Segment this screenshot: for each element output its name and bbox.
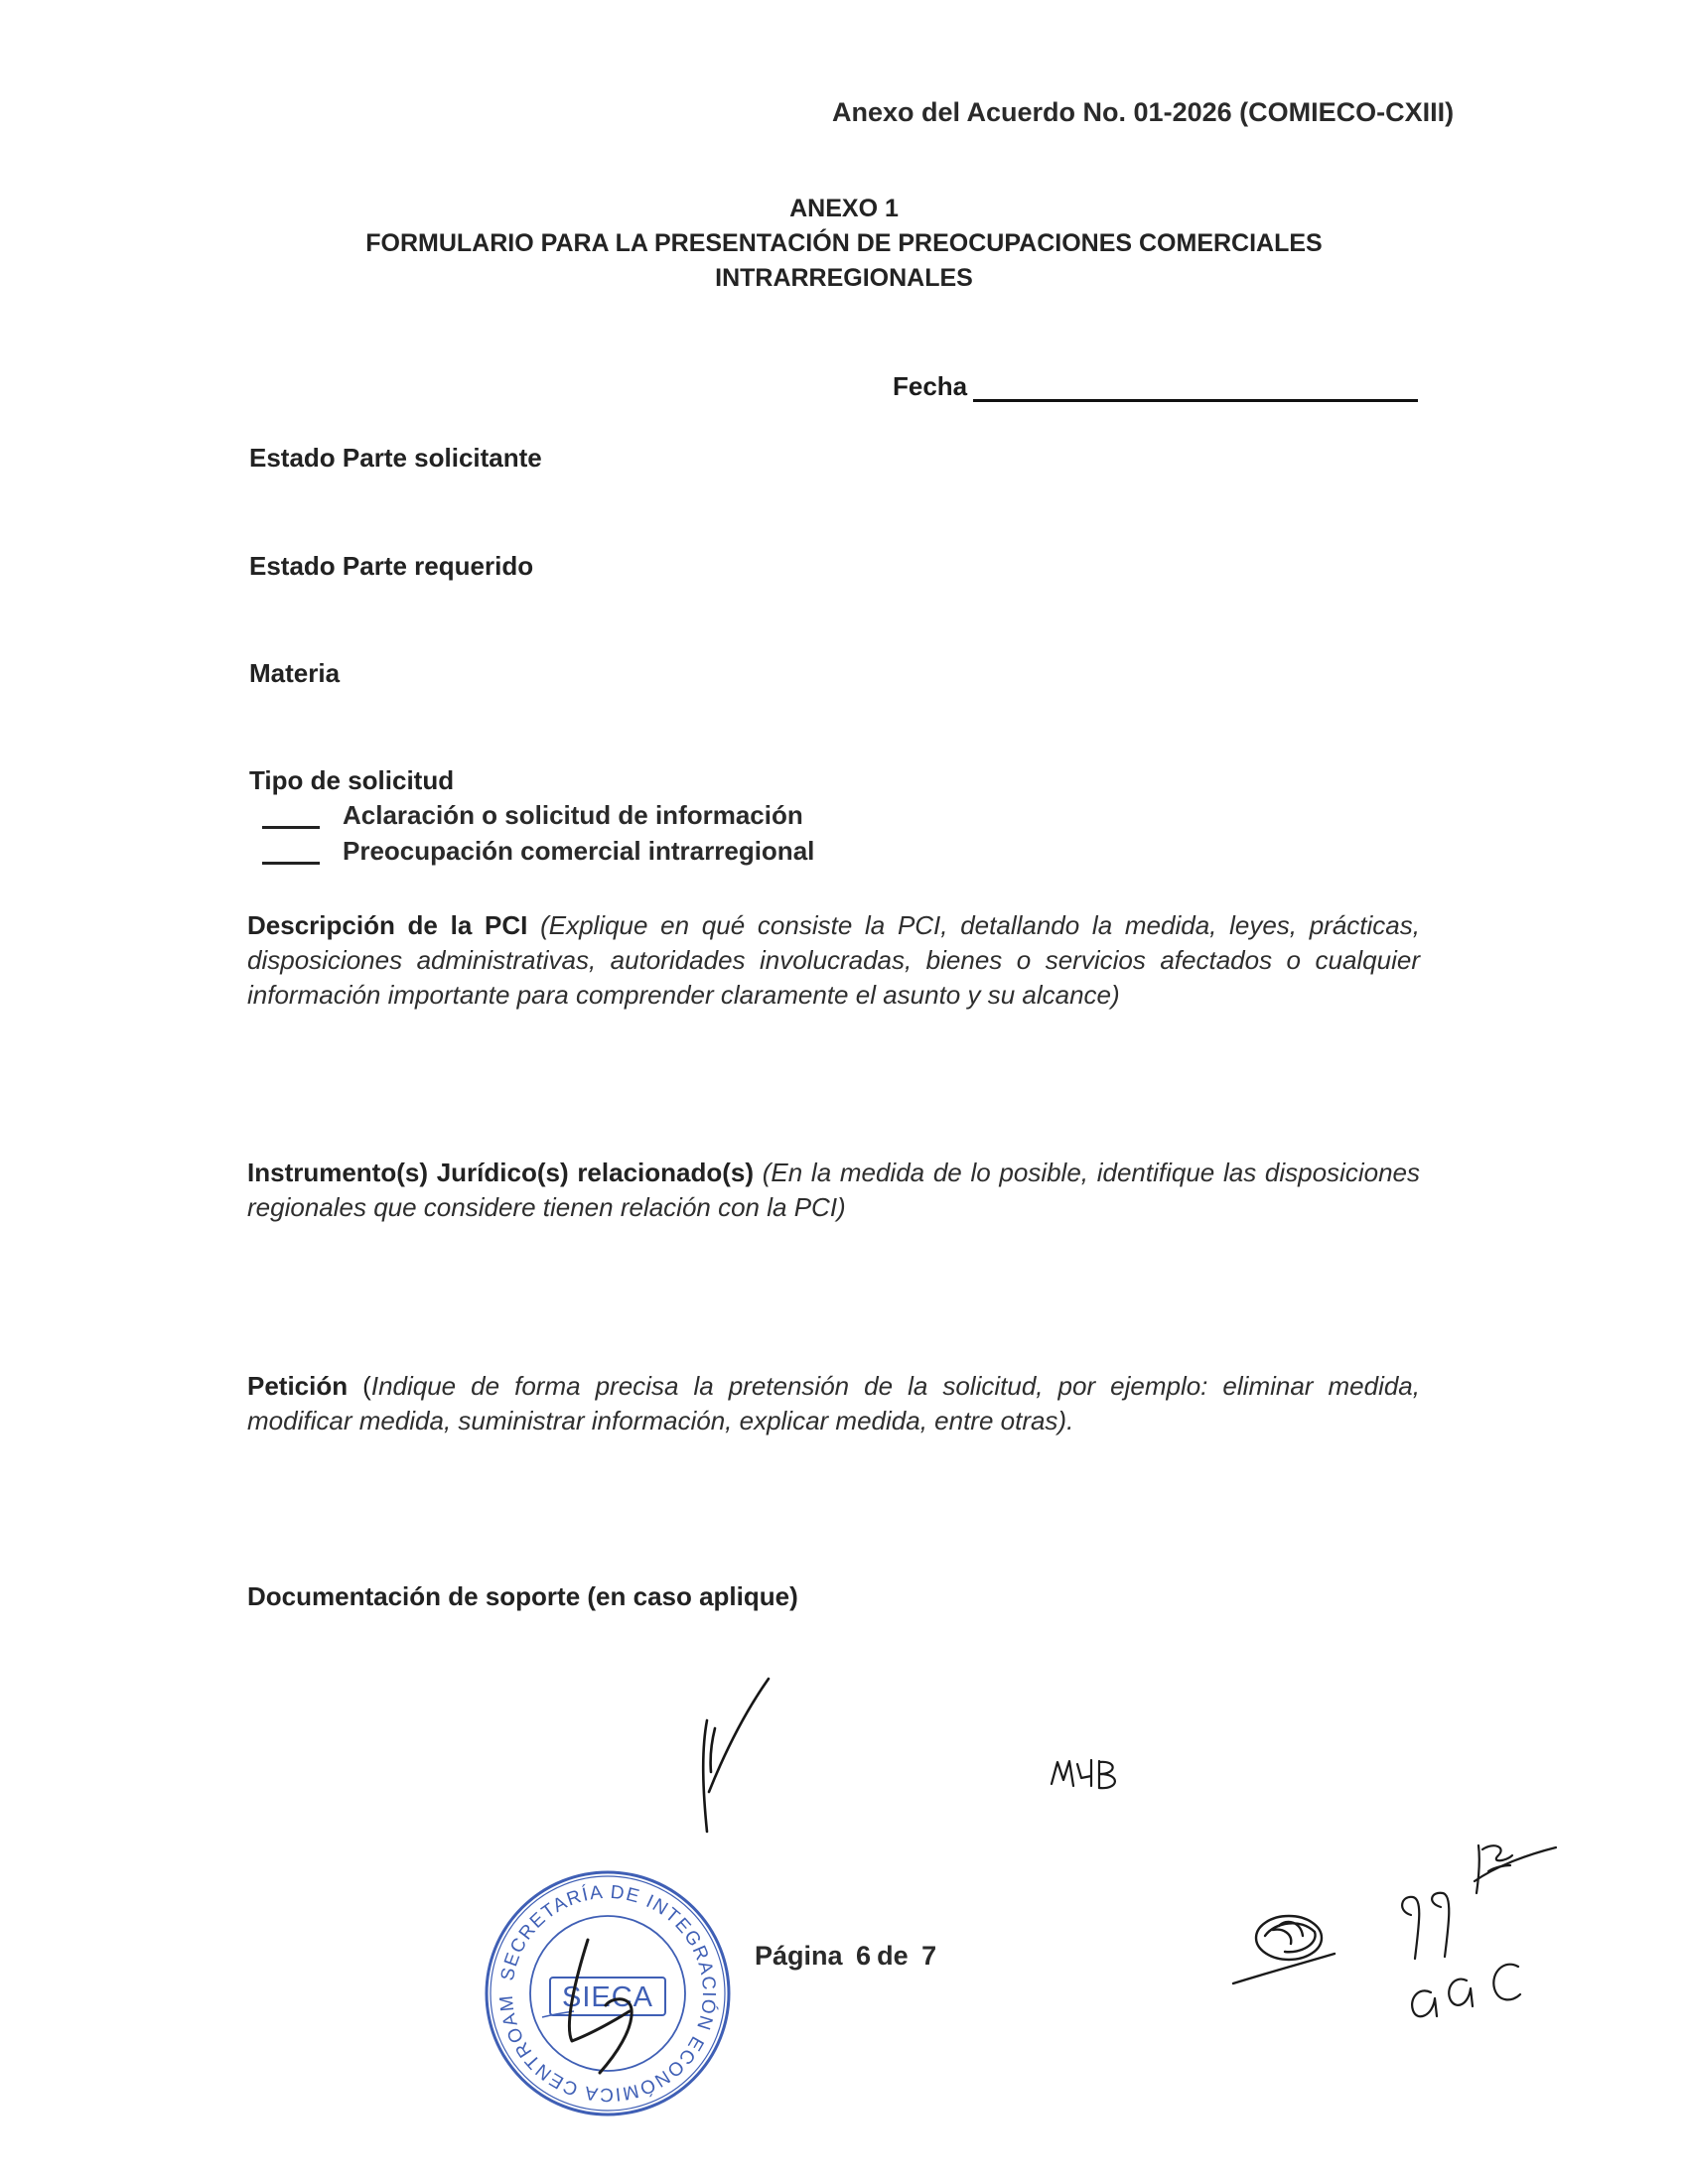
title-form-name: FORMULARIO PARA LA PRESENTACIÓN DE PREOCUPACIONES COMERCIALES — [365, 229, 1323, 257]
page-current: 6 — [856, 1941, 872, 1971]
handwritten-initials-mjb — [1048, 1752, 1122, 1797]
title-form-name-cont: INTRARREGIONALES — [715, 264, 973, 292]
page-total: 7 — [921, 1941, 937, 1971]
fecha-field[interactable] — [973, 399, 1418, 402]
descripcion-section — [247, 908, 1420, 1013]
option-blank-preocupacion[interactable] — [262, 862, 320, 865]
instrumentos-instruction: (En la medida de lo posible, identifique las disposiciones regionales que considere tienen relación con la PCI) — [247, 1158, 1420, 1222]
option-blank-aclaracion[interactable] — [262, 826, 320, 829]
documentacion-label: Documentación de soporte (en caso aplique) — [247, 1581, 798, 1611]
document-title — [298, 192, 1390, 296]
fecha-label: Fecha — [893, 371, 968, 401]
page-prefix: Página — [755, 1941, 843, 1971]
peticion-section — [247, 1369, 1420, 1438]
materia-label: Materia — [249, 658, 341, 688]
handwritten-number-and-initials — [1395, 1832, 1564, 2065]
handwritten-scribble — [1231, 1908, 1340, 1995]
sieca-seal — [471, 1850, 735, 2120]
peticion-label: Petición — [247, 1371, 349, 1401]
page-of: de — [877, 1941, 909, 1971]
estado-solicitante-label: Estado Parte solicitante — [249, 443, 542, 473]
option-aclaracion-label: Aclaración o solicitud de información — [343, 800, 803, 830]
estado-requerido-label: Estado Parte requerido — [249, 551, 534, 581]
option-preocupacion-label: Preocupación comercial intrarregional — [343, 836, 815, 866]
peticion-instruction: Indique de forma precisa la pretensión de la solicitud, por ejemplo: eliminar medida, modificar medida, suministrar información, explicar medida, entre otras). — [247, 1371, 1420, 1435]
svg-text:SIECA: SIECA — [561, 1981, 654, 2013]
descripcion-label: Descripción de la PCI — [247, 910, 528, 940]
annex-reference: Anexo del Acuerdo No. 01-2026 (COMIECO-CXIII) — [832, 97, 1455, 127]
instrumentos-label: Instrumento(s) Jurídico(s) relacionado(s) — [247, 1158, 755, 1187]
page-number — [755, 1941, 942, 1972]
svg-text:SECRETARÍA DE INTEGRACIÓN ECON: SECRETARÍA DE INTEGRACIÓN ECONÓMICA CENTROAMERICANA ★ — [471, 1850, 720, 2106]
title-annex-number: ANEXO 1 — [789, 195, 899, 222]
instrumentos-section — [247, 1156, 1420, 1225]
signature-mark — [685, 1673, 794, 1842]
descripcion-instruction: (Explique en qué consiste la PCI, detallando la medida, leyes, prácticas, disposiciones administrativas, autoridades involucradas, bienes o servicios afectados o cualquier información importante para comprender claramente el asunto y su alcance) — [247, 910, 1420, 1010]
peticion-paren: ( — [362, 1371, 371, 1401]
tipo-solicitud-label: Tipo de solicitud — [249, 765, 455, 795]
